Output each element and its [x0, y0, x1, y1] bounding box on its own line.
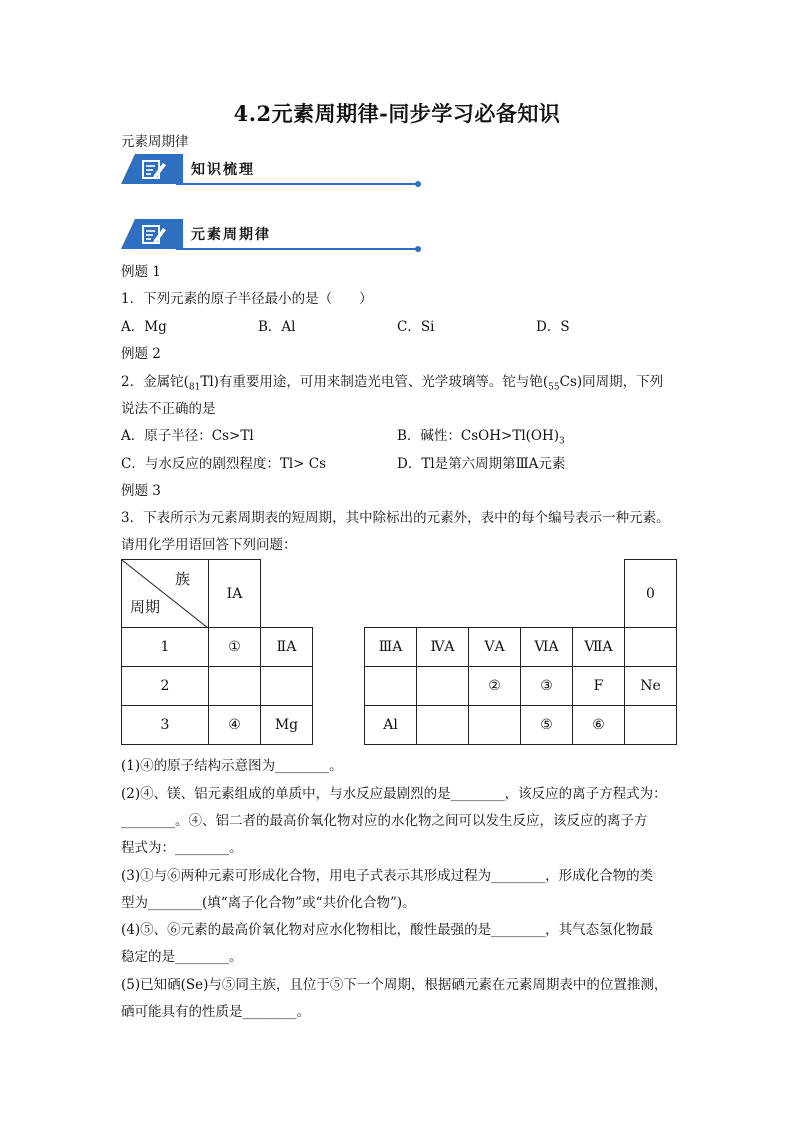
- group-ia-header: ⅠA: [209, 560, 261, 628]
- table-cell: ⅤA: [469, 628, 521, 667]
- option-b: B．碱性：$CsOH>Tl(OH)_3$: [397, 428, 565, 447]
- table-cell: [261, 667, 313, 706]
- notepad-pencil-icon: [141, 158, 167, 180]
- group-0-header: 0: [625, 560, 677, 628]
- period-header: 周期: [130, 598, 161, 616]
- option-d: D．Tl是第六周期第ⅢA元素: [397, 456, 566, 472]
- table-cell: ③: [521, 667, 573, 706]
- subquestion-2-line2: ________。④、铝二者的最高价氧化物对应的水化物之间可以发生反应，该反应的离子方: [121, 813, 648, 829]
- question-text-line2: 说法不正确的是: [121, 401, 216, 417]
- table-cell: F: [573, 667, 625, 706]
- table-cell: ⑤: [521, 706, 573, 745]
- table-cell: ⅣA: [417, 628, 469, 667]
- table-cell: 3: [122, 706, 209, 745]
- notepad-pencil-icon: [141, 223, 167, 245]
- table-cell: ⅢA: [365, 628, 417, 667]
- table-cell: 2: [122, 667, 209, 706]
- question-intro: 3．下表所示为元素周期表的短周期，其中除标出的元素外，表中的每个编号表示一种元素。: [121, 510, 670, 526]
- subquestion-5-line1: (5)已知硒(Se)与⑤同主族，且位于⑤下一个周期，根据硒元素在元素周期表中的位置推测，: [121, 977, 668, 993]
- table-cell: [625, 628, 677, 667]
- table-cell: 1: [122, 628, 209, 667]
- page-subtitle: 元素周期律: [121, 134, 189, 150]
- table-cell: ⅥA: [521, 628, 573, 667]
- periodic-table: [121, 559, 677, 745]
- option-c: C．与水反应的剧烈程度：Tl> Cs: [121, 456, 327, 472]
- section-banner-periodic-law: [121, 219, 301, 249]
- table-cell: ④: [209, 706, 261, 745]
- table-cell: ⅦA: [573, 628, 625, 667]
- banner-label: 元素周期律: [191, 227, 271, 243]
- subquestion-1: (1)④的原子结构示意图为________。: [121, 758, 343, 774]
- option-c: C．Si: [397, 319, 435, 335]
- banner-dot: [415, 246, 421, 252]
- table-cell: ⑥: [573, 706, 625, 745]
- subquestion-3-line1: (3)①与⑥两种元素可形成化合物，用电子式表示其形成过程为________，形成化合物的类: [121, 868, 654, 884]
- page-title: 4.2元素周期律-同步学习必备知识: [233, 101, 561, 126]
- subquestion-4-line1: (4)⑤、⑥元素的最高价氧化物对应水化物相比，酸性最强的是________，其气态氢化物最: [121, 922, 654, 938]
- table-cell: [417, 706, 469, 745]
- subquestion-5-line2: 硒可能具有的性质是________。: [121, 1004, 310, 1020]
- diagonal-line: [122, 560, 208, 628]
- table-header-diagonal-cell: [122, 560, 209, 628]
- question-text: 2．金属铊$(_{81}Tl)$有重要用途，可用来制造光电管、光学玻璃等。铊与铯$(_{55}Cs)$同周期，下列: [121, 374, 664, 393]
- subquestion-3-line2: 型为________(填“离子化合物”或“共价化合物”)。: [121, 895, 416, 911]
- option-d: D．S: [536, 319, 570, 335]
- question-text: 1．下列元素的原子半径最小的是（ ）: [121, 291, 373, 307]
- question-intro-line2: 请用化学用语回答下列问题：: [121, 537, 297, 553]
- option-a: A．Mg: [121, 319, 167, 335]
- subquestion-2-line1: (2)④、镁、铝元素组成的单质中，与水反应最剧烈的是________，该反应的离子方程式为：: [121, 786, 667, 802]
- option-b: B．Al: [258, 319, 296, 335]
- subquestion-2-line3: 程式为：________。: [121, 840, 243, 856]
- table-cell: [209, 667, 261, 706]
- example-label: 例题 3: [121, 483, 161, 499]
- banner-label: 知识梳理: [191, 162, 255, 178]
- table-cell: [469, 706, 521, 745]
- banner-dot: [415, 181, 421, 187]
- group-header: 族: [174, 570, 190, 588]
- banner-rule: [176, 248, 418, 250]
- banner-rule: [176, 183, 418, 185]
- example-label: 例题 2: [121, 346, 161, 362]
- table-cell: ②: [469, 667, 521, 706]
- table-cell: [625, 706, 677, 745]
- subquestion-4-line2: 稳定的是________。: [121, 949, 243, 965]
- table-cell: [365, 667, 417, 706]
- table-cell: Al: [365, 706, 417, 745]
- table-cell: ⅡA: [261, 628, 313, 667]
- table-cell: [417, 667, 469, 706]
- example-label: 例题 1: [121, 264, 161, 280]
- table-cell: ①: [209, 628, 261, 667]
- section-banner-knowledge: [121, 154, 301, 184]
- table-cell: Mg: [261, 706, 313, 745]
- table-cell: Ne: [625, 667, 677, 706]
- option-a: A．原子半径：Cs>Tl: [121, 428, 254, 444]
